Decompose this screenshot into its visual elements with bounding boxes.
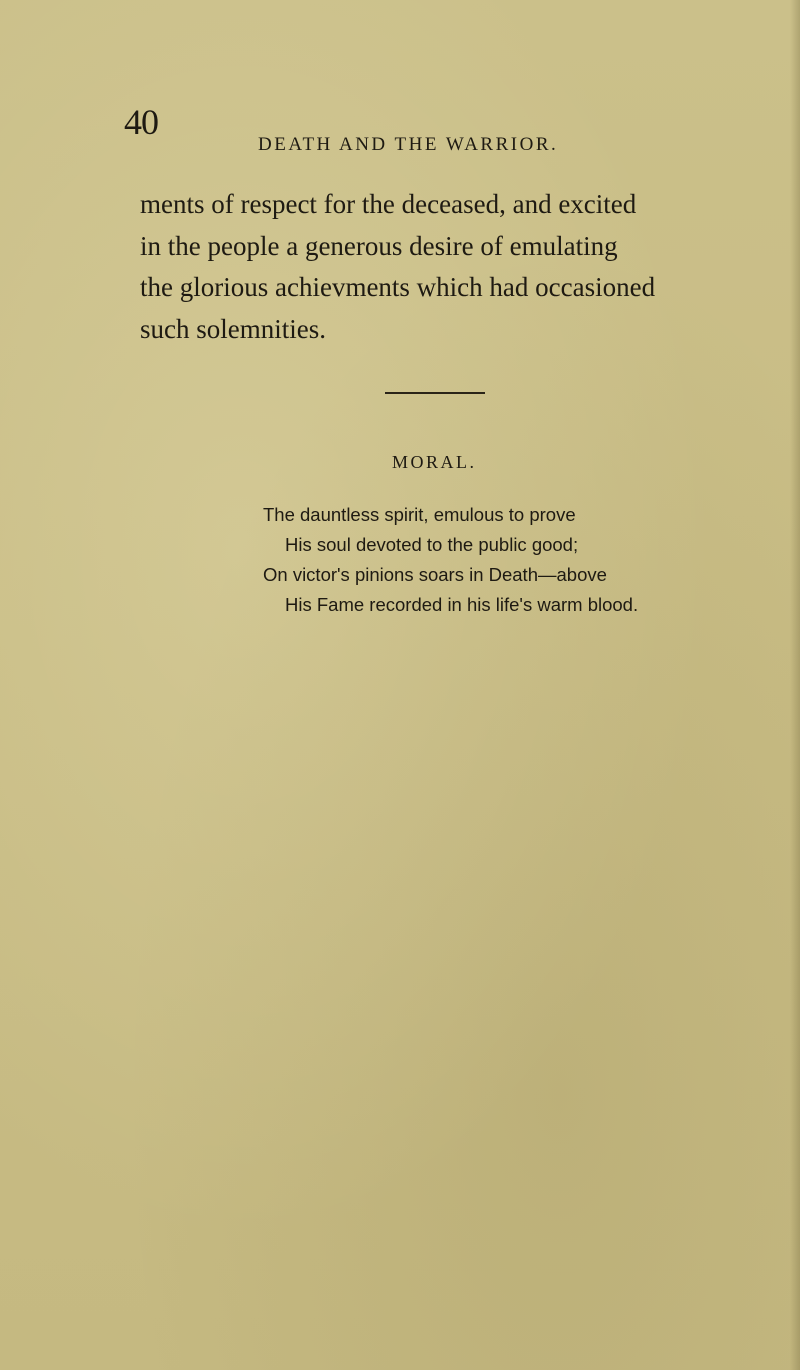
prose-line: ments of respect for the deceased, and excited [140,189,637,219]
prose-line: in the people a generous desire of emulating [140,230,618,261]
verse-line: On victor's pinions soars in Death—above [263,564,607,585]
prose-line: the glorious achievments which had occasioned [140,272,656,302]
prose-line: such solemnities. [140,313,326,344]
verse-line: His soul devoted to the public good; [285,534,579,555]
moral-verse [263,500,638,620]
page-edge-shadow [790,0,800,1370]
verse-line: His Fame recorded in his life's warm blood. [285,594,639,615]
moral-heading: MORAL. [392,452,477,472]
running-head: DEATH AND THE WARRIOR. [258,134,559,155]
verse-line: The dauntless spirit, emulous to prove [263,504,576,525]
page-number: 40 [124,102,158,142]
section-divider [385,392,485,394]
prose-paragraph [140,184,740,350]
